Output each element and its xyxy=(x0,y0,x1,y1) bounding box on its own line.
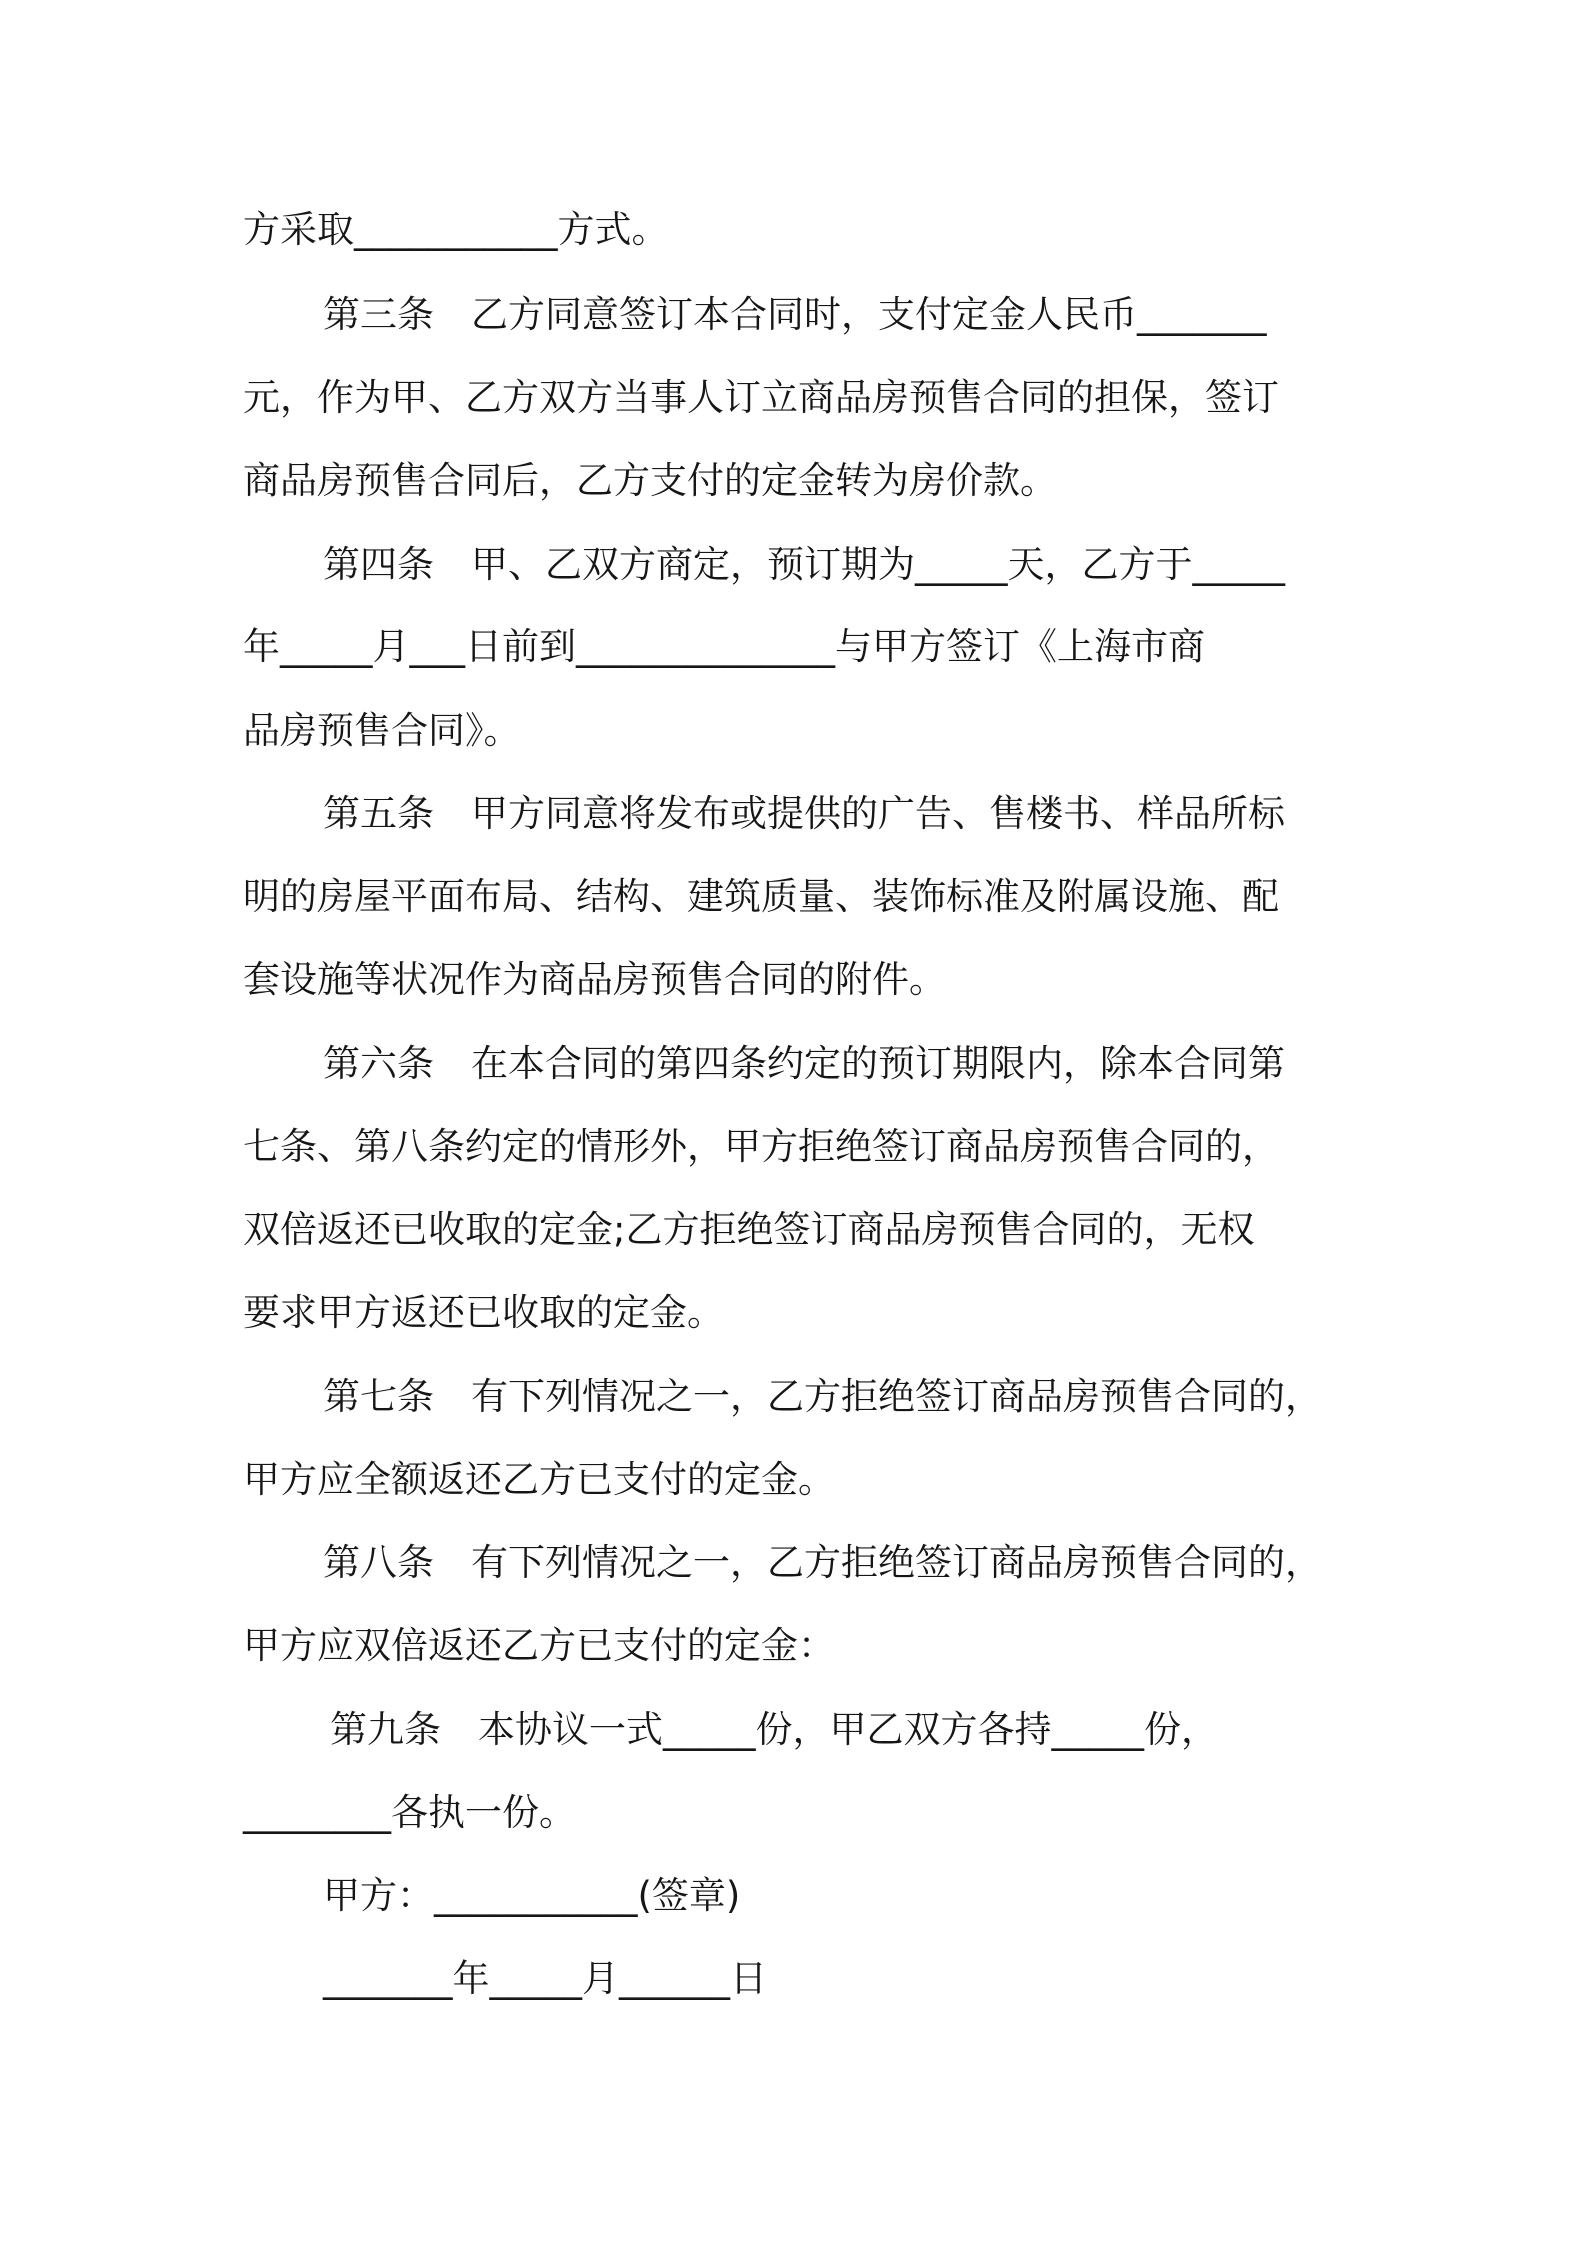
article-6-line-1: 第六条 在本合同的第四条约定的预订期限内，除本合同第 xyxy=(323,1042,1285,1085)
article-5-line-2: 明的房屋平面布局、结构、建筑质量、装饰标准及附属设施、配 xyxy=(243,875,1279,918)
article-3-line-1: 第三条 乙方同意签订本合同时，支付定金人民币_______ xyxy=(323,293,1267,336)
article-3-line-2: 元，作为甲、乙方双方当事人订立商品房预售合同的担保，签订 xyxy=(243,376,1279,419)
article-7-line-2: 甲方应全额返还乙方已支付的定金。 xyxy=(243,1458,835,1501)
article-5-line-3: 套设施等状况作为商品房预售合同的附件。 xyxy=(243,958,946,1001)
article-6-line-2: 七条、第八条约定的情形外，甲方拒绝签订商品房预售合同的， xyxy=(243,1125,1279,1168)
article-4-line-2: 年_____月___日前到______________与甲方签订《上海市商 xyxy=(243,625,1205,668)
party-a-signature-line: 甲方：___________(签章) xyxy=(323,1874,741,1917)
article-4-line-1: 第四条 甲、乙双方商定，预订期为_____天，乙方于_____ xyxy=(323,543,1285,586)
article-3-line-3: 商品房预售合同后，乙方支付的定金转为房价款。 xyxy=(243,459,1057,502)
article-6-line-4: 要求甲方返还已收取的定金。 xyxy=(243,1291,724,1334)
article-5-line-1: 第五条 甲方同意将发布或提供的广告、售楼书、样品所标 xyxy=(323,792,1285,835)
article-7-line-1: 第七条 有下列情况之一，乙方拒绝签订商品房预售合同的， xyxy=(323,1375,1322,1418)
article-6-line-3: 双倍返还已收取的定金;乙方拒绝签订商品房预售合同的，无权 xyxy=(243,1208,1255,1251)
text-line: 方采取___________方式。 xyxy=(243,208,669,251)
article-9-line-1: 第九条 本协议一式_____份，甲乙双方各持_____份， xyxy=(330,1708,1218,1751)
article-4-line-3: 品房预售合同》。 xyxy=(243,709,521,752)
signature-date-line: _______年_____月______日 xyxy=(323,1957,767,2000)
article-8-line-2: 甲方应双倍返还乙方已支付的定金： xyxy=(243,1624,835,1667)
article-8-line-1: 第八条 有下列情况之一，乙方拒绝签订商品房预售合同的， xyxy=(323,1541,1322,1584)
article-9-line-2: ________各执一份。 xyxy=(243,1791,576,1834)
